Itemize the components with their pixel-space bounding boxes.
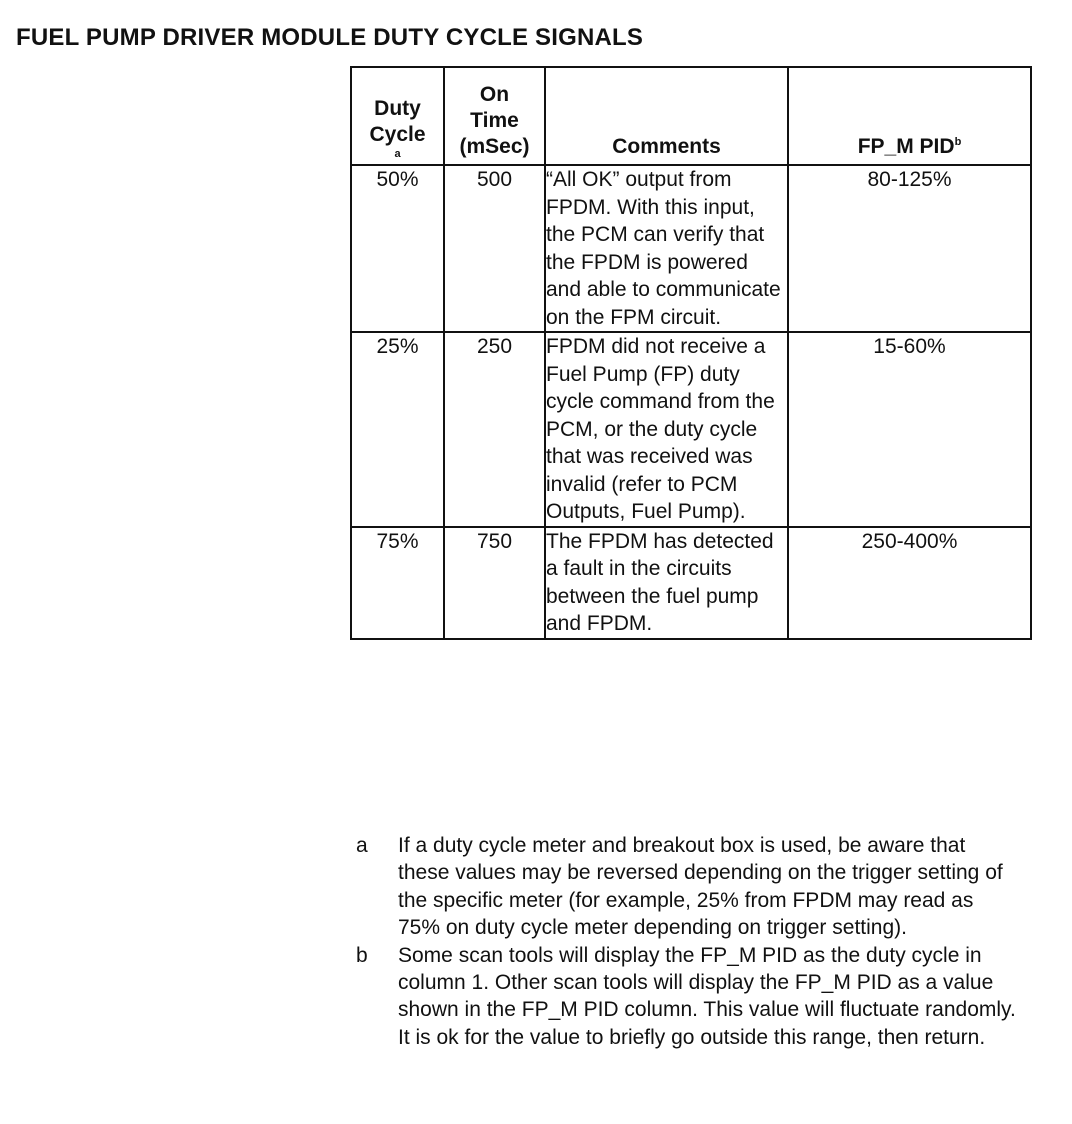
footnote-text: If a duty cycle meter and breakout box is used, be aware that these values may be reversed depending on the trigger setting of the specific meter (for example, 25% from FPDM may read as 75% on duty cycle meter depending on trigger setting). xyxy=(398,834,1003,940)
cell-duty-cycle: 75% xyxy=(351,527,444,639)
table-row xyxy=(351,527,1031,639)
cell-on-time: 500 xyxy=(444,165,545,332)
cell-pid: 250-400% xyxy=(788,527,1031,639)
table-header-row xyxy=(351,67,1031,165)
header-pid-label: FP_M PID xyxy=(857,135,955,158)
cell-comments: FPDM did not receive a Fuel Pump (FP) duty cycle command from the PCM, or the duty cycle that was received was invalid (refer to PCM Outputs, Fuel Pump). xyxy=(545,332,788,527)
footnote-mark: a xyxy=(356,834,368,857)
header-on-time-line2: Time xyxy=(470,109,519,132)
cell-pid: 15-60% xyxy=(788,332,1031,527)
footnote-text: Some scan tools will display the FP_M PID as the duty cycle in column 1. Other scan tools will display the FP_M PID as a value shown in the FP_M PID column. This value will fluctuate randomly. It is ok for the value to briefly go outside this range, then return. xyxy=(398,943,1016,1049)
footnote-a xyxy=(356,832,1016,942)
cell-on-time: 750 xyxy=(444,527,545,639)
page-title: FUEL PUMP DRIVER MODULE DUTY CYCLE SIGNALS xyxy=(16,24,644,51)
header-on-time-line1: On xyxy=(479,83,510,106)
cell-comments: “All OK” output from FPDM. With this input, the PCM can verify that the FPDM is powered and able to communicate on the FPM circuit. xyxy=(545,165,788,332)
cell-duty-cycle: 25% xyxy=(351,332,444,527)
header-duty-cycle-label: Duty Cycle xyxy=(369,97,426,146)
footnote-mark: b xyxy=(356,943,368,967)
header-comments-label: Comments xyxy=(612,135,721,158)
table-row xyxy=(351,332,1031,527)
header-pid-footnote-mark: b xyxy=(954,136,962,148)
header-on-time xyxy=(444,67,545,165)
header-duty-cycle-footnote-mark: a xyxy=(394,148,401,160)
cell-on-time: 250 xyxy=(444,332,545,527)
footnotes xyxy=(356,832,1016,1051)
duty-cycle-table xyxy=(350,66,1032,640)
table-row xyxy=(351,165,1031,332)
footnote-b xyxy=(356,942,1016,1052)
cell-comments: The FPDM has detected a fault in the circuits between the fuel pump and FPDM. xyxy=(545,527,788,639)
cell-duty-cycle: 50% xyxy=(351,165,444,332)
cell-pid: 80-125% xyxy=(788,165,1031,332)
header-pid xyxy=(788,67,1031,165)
header-comments xyxy=(545,67,788,165)
header-duty-cycle xyxy=(351,67,444,165)
header-on-time-line3: (mSec) xyxy=(459,135,530,158)
